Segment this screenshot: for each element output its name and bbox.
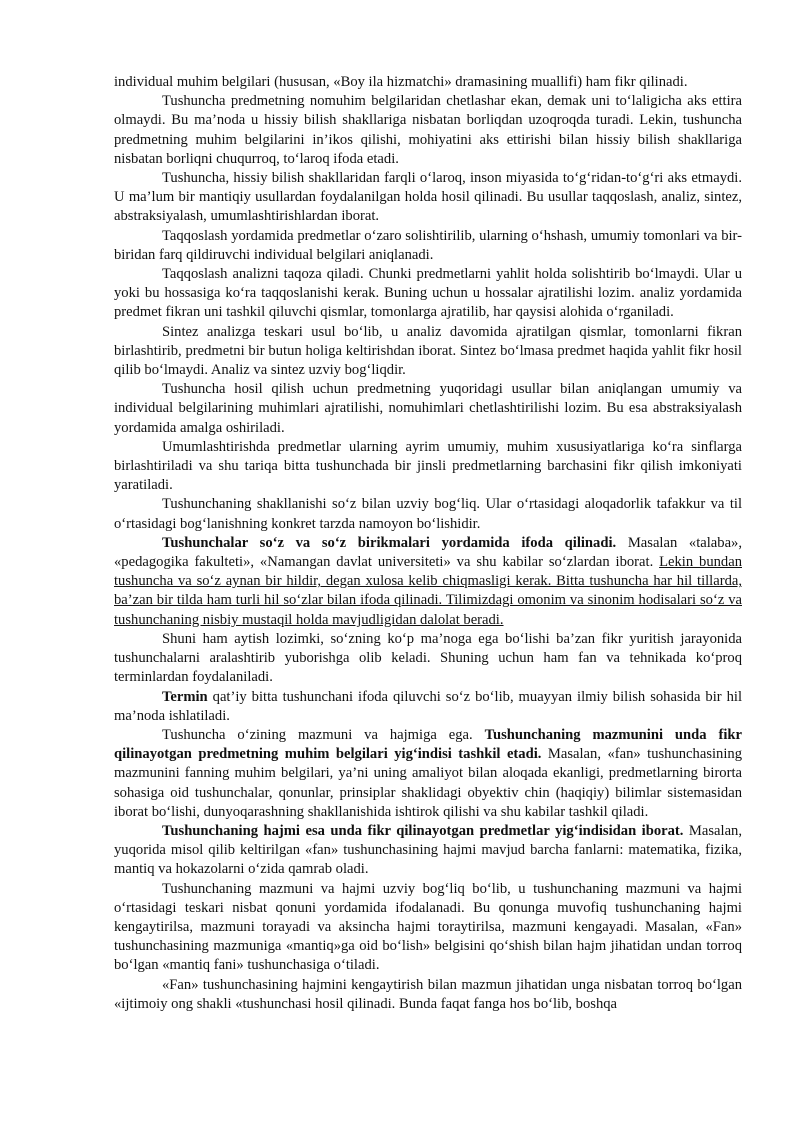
underlined-text: Lekin bundan tushuncha va so‘z aynan bir hildir, degan xulosa kelib chiqmasligi kerak. Bitta tushuncha har hil tillarda, ba’zan bir tilda ham turli hil so‘zlar bilan ifoda qilinadi. Tilimizdagi omonim va sinonim hodisalari so‘z va tushunchaning nisbiy mustaqil holda mavjudligidan dalolat beradi. (114, 554, 742, 628)
paragraph (114, 438, 742, 496)
paragraph (114, 495, 742, 533)
paragraph-text: Masalan, yuqorida misol qilib keltirilgan «fan» tushunchasining hajmi mavjud barcha fanlarni: matematika, fizika, mantiq va hokazolarni o‘zida qamrab oladi. (114, 822, 742, 878)
paragraph-text: Tushuncha, hissiy bilish shakllaridan farqli o‘laroq, inson miyasida to‘g‘ridan-to‘g‘ri aks etmaydi. U ma’lum bir mantiqiy usullardan foydalanilgan holda hosil qilinadi. Bu usullar taqqoslash, analiz, sintez, abstraksiyalash, umumlashtirishlardan iborat. (114, 170, 742, 225)
paragraph-text: Shuni ham aytish lozimki, so‘zning ko‘p ma’noga ega bo‘lishi ba’zan fikr yuritish jarayonida tushunchalarni aralashtirib yuborishga olib keladi. Shuning uchun ham fan va tehnikada ko‘proq terminlardan foydalaniladi. (114, 630, 742, 686)
paragraph (114, 323, 742, 381)
document-page (114, 73, 742, 1014)
paragraph-text: Umumlashtirishda predmetlar ularning ayrim umumiy, muhim xususiyatlariga ko‘ra sinflarga birlashtiriladi va shu tariqa bitta tushunchada bir jinsli predmetlarning barchasini fikr qilish imkoniyati yaratiladi. (114, 438, 742, 494)
paragraph (114, 880, 742, 976)
paragraph (114, 630, 742, 688)
paragraph-text: Tushunchaning mazmuni va hajmi uzviy bog‘liq bo‘lib, u tushunchaning mazmuni va hajmi o‘rtasidagi teskari nisbat qonuni yordamida ifodalanadi. Bu qonunga muvofiq tushunchaning hajmi kengaytirilsa, mazmuni torayadi va aksincha hajmi toraytirilsa, mazmuni kengayadi. Masalan, «Fan» tushunchasining mazmuniga «mantiq»ga oid bo‘lish» belgisini qo‘shish bilan hajm jihatidan undan torroq bo‘lgan «mantiq fani» tushunchasiga o‘tiladi. (114, 880, 742, 974)
paragraph-text: Tushunchaning shakllanishi so‘z bilan uzviy bog‘liq. Ular o‘rtasidagi aloqadorlik tafakkur va til o‘rtasidagi bog‘lanishning konkret tarzda namoyon bo‘lishidir. (114, 496, 742, 532)
paragraph-text: «Fan» tushunchasining hajmini kengaytirish bilan mazmun jihatidan unga nisbatan torroq bo‘lgan «ijtimoiy ong shakli «tushunchasi hosil qilinadi. Bunda faqat fanga hos bo‘lib, boshqa (114, 976, 742, 1012)
bold-text: Tushunchaning mazmunini unda fikr qilinayotgan predmetning muhim belgilari yig‘indisi tashkil etadi. (114, 726, 742, 763)
paragraph (114, 169, 742, 227)
paragraph-text: Taqqoslash yordamida predmetlar o‘zaro solishtirilib, ularning o‘hshash, umumiy tomonlari va bir-biridan farq qildiruvchi individual belgilari aniqlanadi. (114, 227, 742, 263)
paragraph-text: Masalan, «fan» tushunchasining mazmunini fanning muhim belgilari, ya’ni uning amaliyot bilan aloqada ekanligi, predmetlarning birorta sohasiga oid tushunchalar, qonunlar, prinsiplar shaklidagi obyektiv chin (haqiqiy) bilimlar sistemasidan iborat bo‘lishi, dunyoqarashning shakllanishida ishtirok qilishi va shu kabilar tashkil qiladi. (114, 746, 742, 820)
paragraph-text: individual muhim belgilari (hususan, «Boy ila hizmatchi» dramasining muallifi) ham fikr qilinadi. (114, 74, 688, 90)
paragraph (114, 265, 742, 323)
paragraph (114, 380, 742, 438)
paragraph (114, 822, 742, 880)
paragraph (114, 688, 742, 726)
paragraph (114, 976, 742, 1014)
bold-text: Termin (162, 688, 208, 705)
bold-text: Tushunchalar so‘z va so‘z birikmalari yordamida ifoda qilinadi. (162, 534, 617, 551)
paragraph-text: qat’iy bitta tushunchani ifoda qiluvchi so‘z bo‘lib, muayyan ilmiy bilish sohasida bir hil ma’noda ishlatiladi. (114, 688, 742, 724)
paragraph-text: Masalan «talaba», «pedagogika fakulteti», «Namangan davlat universiteti» va shu kabilar so‘zlardan iborat. (114, 534, 742, 571)
paragraph-text: Tushuncha hosil qilish uchun predmetning yuqoridagi usullar bilan aniqlangan umumiy va individual belgilarining muhimlari ajratilishi, nomuhimlari chetlashtirilishi lozim. Bu esa abstraksiyalash yordamida amalga oshiriladi. (114, 381, 742, 436)
paragraph (114, 534, 742, 630)
paragraph (114, 92, 742, 169)
paragraph-text: Sintez analizga teskari usul bo‘lib, u analiz davomida ajratilgan qismlar, tomonlarni fikran birlashtirib, predmetni bir butun holiga keltirishdan iborat. Sintez bo‘lmasa predmet haqida yahlit fikr hosil qilib bo‘lmaydi. Analiz va sintez uzviy bog‘liqdir. (114, 323, 742, 379)
paragraph (114, 73, 742, 92)
paragraph (114, 726, 742, 822)
paragraph-text: Taqqoslash analizni taqoza qiladi. Chunki predmetlarni yahlit holda solishtirib bo‘lmaydi. Ular u yoki bu hossasiga ko‘ra taqqoslanishi kerak. Buning uchun u hossalar ajratilishi lozim. analiz yordamida predmet fikran uni tashkil qiluvchi qismlar, tomonlarga ajratilib, har qaysisi alohida o‘rganiladi. (114, 266, 742, 321)
paragraph (114, 227, 742, 265)
paragraph-text: Tushuncha o‘zining mazmuni va hajmiga ega. (162, 726, 485, 743)
bold-text: Tushunchaning hajmi esa unda fikr qilinayotgan predmetlar yig‘indisidan iborat. (162, 822, 684, 839)
paragraph-text: Tushuncha predmetning nomuhim belgilaridan chetlashar ekan, demak uni to‘laligicha aks ettira olmaydi. Bu ma’noda u hissiy bilish shakllariga nisbatan borliqdan uzoqroqda turadi. Lekin, tushuncha predmetning muhim belgilarini in’ikos qilishi, mohiyatini aks ettirishi bilan hissiy bilish shakllariga nisbatan borliqni chuqurroq, to‘laroq ifoda etadi. (114, 93, 742, 167)
